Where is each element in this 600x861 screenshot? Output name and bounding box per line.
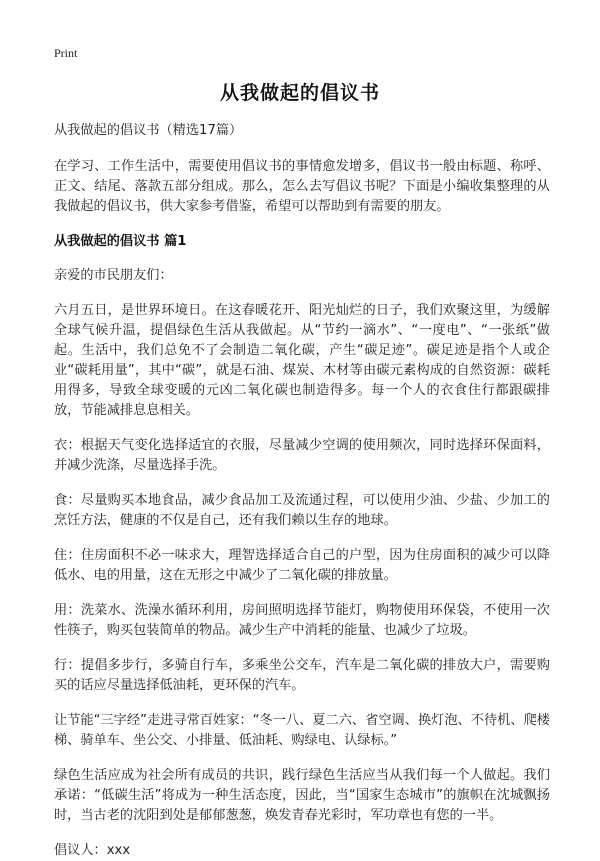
print-link[interactable]: Print	[54, 46, 78, 60]
body-paragraph: 绿色生活应成为社会所有成员的共识，践行绿色生活应当从我们每一个人做起。我们承诺：“低碳生活”将成为一种生活态度，因此，当“国家生态城市”的旗帜在沈城飘扬时，当古老的沈阳到处是郁郁葱葱，焕发青春光彩时，军功章也有您的一半。	[54, 768, 550, 823]
signature: 倡议人：xxx	[54, 843, 131, 858]
body-paragraph: 让节能“三字经”走进寻常百姓家：“冬一八、夏二六、省空调、换灯泡、不待机、爬楼梯、骑单车、坐公交、小排量、低油耗、购绿电、认绿标。”	[54, 713, 550, 748]
article-body	[54, 121, 550, 861]
article-subtitle: 从我做起的倡议书（精选17篇）	[54, 123, 243, 138]
body-paragraph: 住：住房面积不必一味求大，理智选择适合自己的户型，因为住房面积的减少可以降低水、电的用量，这在无形之中减少了二氧化碳的排放量。	[54, 548, 550, 583]
greeting: 亲爱的市民朋友们：	[54, 268, 173, 283]
page-title: 从我做起的倡议书	[219, 82, 380, 104]
body-paragraph: 行：提倡多步行，多骑自行车，多乘坐公交车，汽车是二氧化碳的排放大户，需要购买的话应尽量选择低油耗，更环保的汽车。	[54, 658, 550, 693]
body-paragraph: 用：洗菜水、洗澡水循环利用，房间照明选择节能灯，购物使用环保袋，不使用一次性筷子，购买包装简单的物品。减少生产中消耗的能量、也减少了垃圾。	[54, 603, 550, 638]
body-paragraph: 衣：根据天气变化选择适宜的衣服，尽量减少空调的使用频次，同时选择环保面料，并减少洗涤，尽量选择手洗。	[54, 438, 550, 473]
body-paragraph: 六月五日，是世界环境日。在这春暖花开、阳光灿烂的日子，我们欢聚这里，为缓解全球气候升温，提倡绿色生活从我做起。从“节约一滴水”、“一度电”、“一张纸”做起。生活中，我们总免不了会制造二氧化碳，产生“碳足迹”。碳足迹是指个人或企业“碳耗用量”，其中“碳”，就是石油、煤炭、木材等由碳元素构成的自然资源：碳耗用得多，导致全球变暖的元凶二氧化碳也制造得多。每一个人的衣食住行都跟碳排放，节能减排息息相关。	[54, 303, 550, 418]
body-paragraph: 食：尽量购买本地食品，减少食品加工及流通过程，可以使用少油、少盐、少加工的烹饪方法，健康的不仅是自己，还有我们赖以生存的地球。	[54, 493, 550, 528]
section-heading: 从我做起的倡议书 篇1	[54, 234, 187, 249]
intro-paragraph: 在学习、工作生活中，需要使用倡议书的事情愈发增多，倡议书一般由标题、称呼、正文、结尾、落款五部分组成。那么，怎么去写倡议书呢？下面是小编收集整理的从我做起的倡议书，供大家参考借鉴，希望可以帮助到有需要的朋友。	[54, 159, 550, 214]
